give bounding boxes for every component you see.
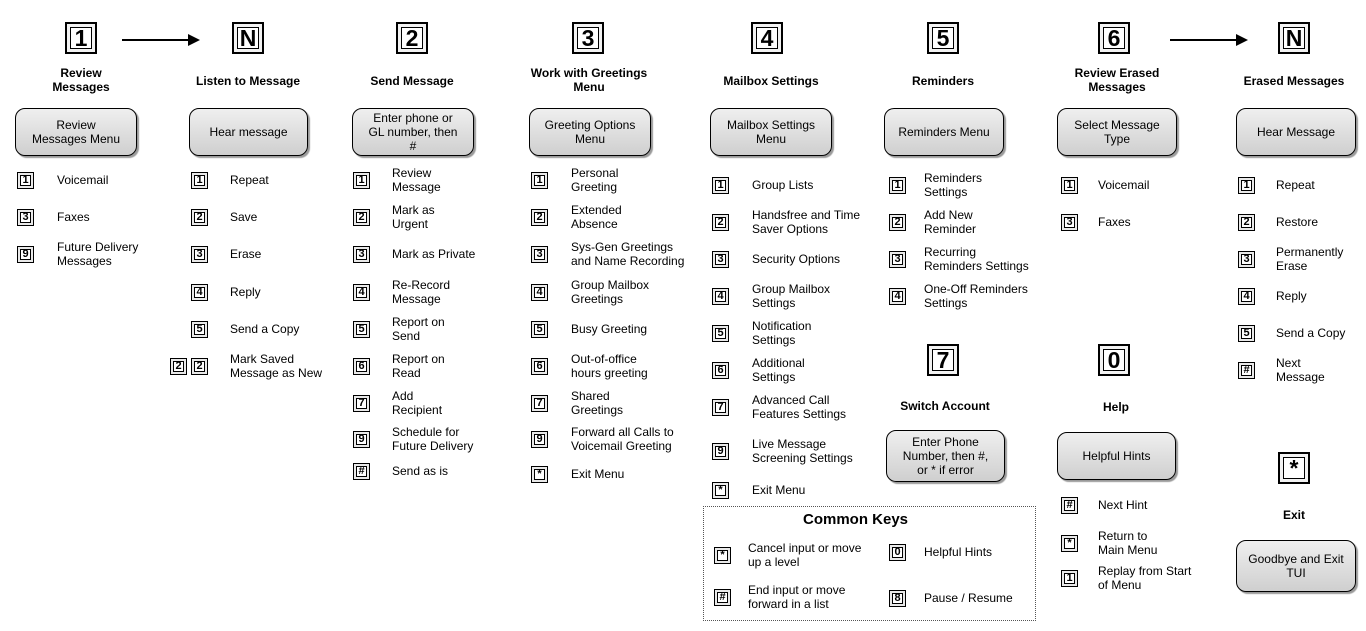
erased_msgs-item-5-key[interactable] (1238, 362, 1255, 379)
greetings-item-6-key-label: 7 (534, 398, 545, 409)
help-item-1-key-label: * (1064, 538, 1075, 549)
listen-title: Listen to Message (195, 74, 301, 88)
send-item-5-key-label: 6 (356, 361, 367, 372)
erased-menu-box[interactable] (1057, 108, 1177, 156)
listen-item-3-label: Reply (230, 285, 261, 299)
mailbox-key (751, 22, 783, 54)
mailbox-item-6-label: Advanced Call Features Settings (752, 393, 847, 421)
greetings-item-2-label: Sys-Gen Greetings and Name Recording (571, 240, 685, 268)
greetings-item-5-label: Out-of-office hours greeting (571, 352, 648, 380)
mailbox-item-7-label: Live Message Screening Settings (752, 437, 853, 465)
erased_msgs-item-3-label: Reply (1276, 289, 1307, 303)
mailbox-item-3-key[interactable] (712, 288, 729, 305)
greetings-item-6-key[interactable] (531, 395, 548, 412)
send-item-2-key-label: 3 (356, 249, 367, 260)
reminders-key-label: 5 (932, 27, 954, 49)
send-item-6-label: Add Recipient (392, 389, 443, 417)
mailbox-menu-box[interactable] (710, 108, 832, 156)
mailbox-item-8-key-label: * (715, 485, 726, 496)
greetings-item-5-key-label: 6 (534, 361, 545, 372)
reminders-menu-box-label: Reminders Menu (898, 125, 990, 139)
exit-menu-box-label: Goodbye and Exit TUI (1248, 552, 1344, 580)
arrow-erased-msgs-line (1170, 39, 1236, 41)
help-item-0-key[interactable] (1061, 497, 1078, 514)
mailbox-item-4-label: Notification Settings (752, 319, 812, 347)
send-item-2-label: Mark as Private (392, 247, 476, 261)
erased-msgs-menu-box[interactable] (1236, 108, 1356, 156)
listen-item-2-key[interactable] (191, 246, 208, 263)
listen-item-1-key[interactable] (191, 209, 208, 226)
erased_msgs-item-2-label: Permanently Erase (1276, 245, 1344, 273)
listen-menu-box[interactable] (189, 108, 308, 156)
exit-title: Exit (1282, 508, 1305, 522)
erased-item-0-key[interactable] (1061, 177, 1078, 194)
listen-item-5-prefix-key-label: 2 (173, 361, 184, 372)
erased_msgs-item-4-key-label: 5 (1241, 328, 1252, 339)
send-item-3-key-label: 4 (356, 287, 367, 298)
erased_msgs-item-0-key[interactable] (1238, 177, 1255, 194)
help-key (1098, 344, 1130, 376)
help-item-1-label: Return to Main Menu (1098, 529, 1158, 557)
review-key (65, 22, 97, 54)
help-item-0-label: Next Hint (1098, 498, 1148, 512)
erased-item-1-key[interactable] (1061, 214, 1078, 231)
listen-item-0-key[interactable] (191, 172, 208, 189)
review-item-0-label: Voicemail (57, 173, 109, 187)
arrow-review-listen-head (188, 34, 200, 46)
review-menu-box-label: Review Messages Menu (31, 118, 121, 146)
greetings-item-7-key[interactable] (531, 431, 548, 448)
review-item-1-label: Faxes (57, 210, 90, 224)
mailbox-item-2-key-label: 3 (715, 254, 726, 265)
mailbox-item-6-key-label: 7 (715, 402, 726, 413)
arrow-erased-msgs-head (1236, 34, 1248, 46)
mailbox-item-4-key-label: 5 (715, 328, 726, 339)
send-item-7-label: Schedule for Future Delivery (392, 425, 474, 453)
help-menu-box[interactable] (1057, 432, 1176, 480)
review-item-2-key-label: 9 (20, 249, 31, 260)
send-key-label: 2 (401, 27, 423, 49)
listen-item-2-key-label: 3 (194, 249, 205, 260)
help-item-0-key-label: # (1064, 500, 1075, 511)
review-title: Review Messages (52, 66, 110, 94)
reminders-item-3-key-label: 4 (892, 291, 903, 302)
send-menu-box[interactable] (352, 108, 474, 156)
mailbox-item-0-key-label: 1 (715, 180, 726, 191)
mailbox-item-8-key[interactable] (712, 482, 729, 499)
erased-item-0-label: Voicemail (1098, 178, 1150, 192)
erased-title: Review Erased Messages (1074, 66, 1160, 94)
common-key-2[interactable] (714, 589, 731, 606)
greetings-item-2-key[interactable] (531, 246, 548, 263)
erased_msgs-item-1-key[interactable] (1238, 214, 1255, 231)
send-item-4-key[interactable] (353, 321, 370, 338)
send-item-6-key[interactable] (353, 395, 370, 412)
common-key-1[interactable] (889, 544, 906, 561)
review-key-label: 1 (70, 27, 92, 49)
reminders-item-0-label: Reminders Settings (924, 171, 983, 199)
send-menu-box-label: Enter phone or GL number, then # (368, 111, 458, 153)
switch-menu-box-label: Enter Phone Number, then #, or * if error (902, 435, 989, 477)
mailbox-key-label: 4 (756, 27, 778, 49)
listen-item-5-prefix-key[interactable] (170, 358, 187, 375)
help-menu-box-label: Helpful Hints (1082, 449, 1151, 463)
listen-item-5-key-label: 2 (194, 361, 205, 372)
send-item-8-key-label: # (356, 466, 367, 477)
mailbox-item-0-label: Group Lists (752, 178, 814, 192)
send-item-3-key[interactable] (353, 284, 370, 301)
greetings-item-6-label: Shared Greetings (571, 389, 624, 417)
reminders-item-1-key[interactable] (889, 214, 906, 231)
arrow-review-listen-line (122, 39, 188, 41)
switch-key (927, 344, 959, 376)
greetings-item-0-label: Personal Greeting (571, 166, 619, 194)
erased-key (1098, 22, 1130, 54)
send-item-0-key[interactable] (353, 172, 370, 189)
mailbox-item-1-key[interactable] (712, 214, 729, 231)
greetings-item-8-label: Exit Menu (571, 467, 625, 481)
review-item-2-label: Future Delivery Messages (57, 240, 139, 268)
reminders-item-3-label: One-Off Reminders Settings (924, 282, 1028, 310)
greetings-key (572, 22, 604, 54)
listen-item-4-label: Send a Copy (230, 322, 300, 336)
greetings-item-4-key-label: 5 (534, 324, 545, 335)
greetings-menu-box-label: Greeting Options Menu (544, 118, 636, 146)
greetings-item-7-label: Forward all Calls to Voicemail Greeting (571, 425, 674, 453)
listen-item-4-key[interactable] (191, 321, 208, 338)
erased_msgs-item-4-key[interactable] (1238, 325, 1255, 342)
mailbox-item-4-key[interactable] (712, 325, 729, 342)
mailbox-item-5-key[interactable] (712, 362, 729, 379)
mailbox-item-3-key-label: 4 (715, 291, 726, 302)
send-item-7-key[interactable] (353, 431, 370, 448)
send-item-1-key-label: 2 (356, 212, 367, 223)
exit-key (1278, 452, 1310, 484)
send-item-5-label: Report on Read (392, 352, 445, 380)
send-title: Send Message (370, 74, 454, 88)
listen-item-1-key-label: 2 (194, 212, 205, 223)
send-item-0-key-label: 1 (356, 175, 367, 186)
greetings-key-label: 3 (577, 27, 599, 49)
erased-item-1-label: Faxes (1098, 215, 1131, 229)
listen-item-4-key-label: 5 (194, 324, 205, 335)
common-key-0[interactable] (714, 547, 731, 564)
send-item-8-label: Send as is (392, 464, 449, 478)
reminders-item-2-key-label: 3 (892, 254, 903, 265)
listen-key-label: N (237, 27, 259, 49)
reminders-title: Reminders (911, 74, 975, 88)
switch-title: Switch Account (900, 399, 990, 413)
greetings-item-3-key[interactable] (531, 284, 548, 301)
reminders-item-1-key-label: 2 (892, 217, 903, 228)
help-item-1-key[interactable] (1061, 535, 1078, 552)
erased-item-0-key-label: 1 (1064, 180, 1075, 191)
erased_msgs-item-1-label: Restore (1276, 215, 1319, 229)
mailbox-item-1-key-label: 2 (715, 217, 726, 228)
greetings-item-3-label: Group Mailbox Greetings (571, 278, 650, 306)
greetings-item-8-key-label: * (534, 469, 545, 480)
switch-menu-box[interactable] (886, 430, 1005, 482)
send-item-4-label: Report on Send (392, 315, 445, 343)
greetings-item-2-key-label: 3 (534, 249, 545, 260)
erased_msgs-item-2-key[interactable] (1238, 251, 1255, 268)
listen-item-3-key[interactable] (191, 284, 208, 301)
erased-msgs-menu-box-label: Hear Message (1256, 125, 1336, 139)
review-menu-box[interactable] (15, 108, 137, 156)
common-key-1-label: 0 (892, 547, 903, 558)
send-item-8-key[interactable] (353, 463, 370, 480)
common-key-3-label: Pause / Resume (924, 591, 1013, 605)
erased_msgs-item-3-key-label: 4 (1241, 291, 1252, 302)
greetings-item-8-key[interactable] (531, 466, 548, 483)
reminders-item-1-label: Add New Reminder (924, 208, 977, 236)
listen-item-5-key[interactable] (191, 358, 208, 375)
listen-item-1-label: Save (230, 210, 258, 224)
review-item-1-key[interactable] (17, 209, 34, 226)
review-item-0-key-label: 1 (20, 175, 31, 186)
erased_msgs-item-0-label: Repeat (1276, 178, 1315, 192)
greetings-item-5-key[interactable] (531, 358, 548, 375)
send-item-6-key-label: 7 (356, 398, 367, 409)
erased-msgs-key-label: N (1283, 27, 1305, 49)
mailbox-item-8-label: Exit Menu (752, 483, 806, 497)
mailbox-item-1-label: Handsfree and Time Saver Options (752, 208, 861, 236)
listen-item-3-key-label: 4 (194, 287, 205, 298)
help-title: Help (1102, 400, 1129, 414)
greetings-item-1-label: Extended Absence (571, 203, 622, 231)
switch-key-label: 7 (932, 349, 954, 371)
help-key-label: 0 (1103, 349, 1125, 371)
common-key-0-label: * (717, 550, 728, 561)
help-item-2-key[interactable] (1061, 570, 1078, 587)
send-key (396, 22, 428, 54)
mailbox-item-5-label: Additional Settings (752, 356, 805, 384)
mailbox-item-3-label: Group Mailbox Settings (752, 282, 831, 310)
erased_msgs-item-3-key[interactable] (1238, 288, 1255, 305)
erased_msgs-item-1-key-label: 2 (1241, 217, 1252, 228)
mailbox-item-6-key[interactable] (712, 399, 729, 416)
erased-menu-box-label: Select Message Type (1074, 118, 1160, 146)
erased_msgs-item-0-key-label: 1 (1241, 180, 1252, 191)
greetings-item-4-label: Busy Greeting (571, 322, 648, 336)
greetings-item-1-key-label: 2 (534, 212, 545, 223)
listen-key (232, 22, 264, 54)
listen-menu-box-label: Hear message (209, 125, 288, 139)
send-item-4-key-label: 5 (356, 324, 367, 335)
reminders-menu-box[interactable] (884, 108, 1004, 156)
mailbox-item-5-key-label: 6 (715, 365, 726, 376)
send-item-5-key[interactable] (353, 358, 370, 375)
mailbox-title: Mailbox Settings (723, 74, 819, 88)
erased-msgs-key (1278, 22, 1310, 54)
send-item-0-label: Review Message (392, 166, 441, 194)
greetings-item-1-key[interactable] (531, 209, 548, 226)
greetings-item-0-key[interactable] (531, 172, 548, 189)
greetings-title: Work with Greetings Menu (530, 66, 648, 94)
erased-key-label: 6 (1103, 27, 1125, 49)
reminders-item-0-key[interactable] (889, 177, 906, 194)
send-item-1-label: Mark as Urgent (392, 203, 435, 231)
common-key-3[interactable] (889, 590, 906, 607)
listen-item-0-label: Repeat (230, 173, 269, 187)
send-item-2-key[interactable] (353, 246, 370, 263)
greetings-menu-box[interactable] (529, 108, 651, 156)
common-key-3-label: 8 (892, 593, 903, 604)
erased_msgs-item-2-key-label: 3 (1241, 254, 1252, 265)
erased-msgs-title: Erased Messages (1243, 74, 1345, 88)
review-item-2-key[interactable] (17, 246, 34, 263)
erased-item-1-key-label: 3 (1064, 217, 1075, 228)
mailbox-menu-box-label: Mailbox Settings Menu (726, 118, 816, 146)
greetings-item-7-key-label: 9 (534, 434, 545, 445)
mailbox-item-2-key[interactable] (712, 251, 729, 268)
erased_msgs-item-5-label: Next Message (1276, 356, 1325, 384)
exit-menu-box[interactable] (1236, 540, 1356, 592)
mailbox-item-0-key[interactable] (712, 177, 729, 194)
greetings-item-0-key-label: 1 (534, 175, 545, 186)
send-item-1-key[interactable] (353, 209, 370, 226)
reminders-key (927, 22, 959, 54)
erased_msgs-item-5-key-label: # (1241, 365, 1252, 376)
listen-item-5-label: Mark Saved Message as New (230, 352, 323, 380)
common-keys-title: Common Keys (803, 511, 909, 528)
reminders-item-3-key[interactable] (889, 288, 906, 305)
common-key-2-label: End input or move forward in a list (748, 583, 846, 611)
common-key-2-label: # (717, 592, 728, 603)
reminders-item-2-key[interactable] (889, 251, 906, 268)
review-item-1-key-label: 3 (20, 212, 31, 223)
review-item-0-key[interactable] (17, 172, 34, 189)
reminders-item-0-key-label: 1 (892, 180, 903, 191)
listen-item-0-key-label: 1 (194, 175, 205, 186)
reminders-item-2-label: Recurring Reminders Settings (924, 245, 1029, 273)
greetings-item-4-key[interactable] (531, 321, 548, 338)
help-item-2-label: Replay from Start of Menu (1098, 564, 1192, 592)
erased_msgs-item-4-label: Send a Copy (1276, 326, 1346, 340)
mailbox-item-7-key-label: 9 (715, 446, 726, 457)
send-item-3-label: Re-Record Message (392, 278, 451, 306)
greetings-item-3-key-label: 4 (534, 287, 545, 298)
common-key-1-label: Helpful Hints (924, 545, 993, 559)
common-key-0-label: Cancel input or move up a level (748, 541, 862, 569)
listen-item-2-label: Erase (230, 247, 262, 261)
send-item-7-key-label: 9 (356, 434, 367, 445)
exit-key-label: * (1283, 457, 1305, 479)
mailbox-item-2-label: Security Options (752, 252, 841, 266)
help-item-2-key-label: 1 (1064, 573, 1075, 584)
mailbox-item-7-key[interactable] (712, 443, 729, 460)
